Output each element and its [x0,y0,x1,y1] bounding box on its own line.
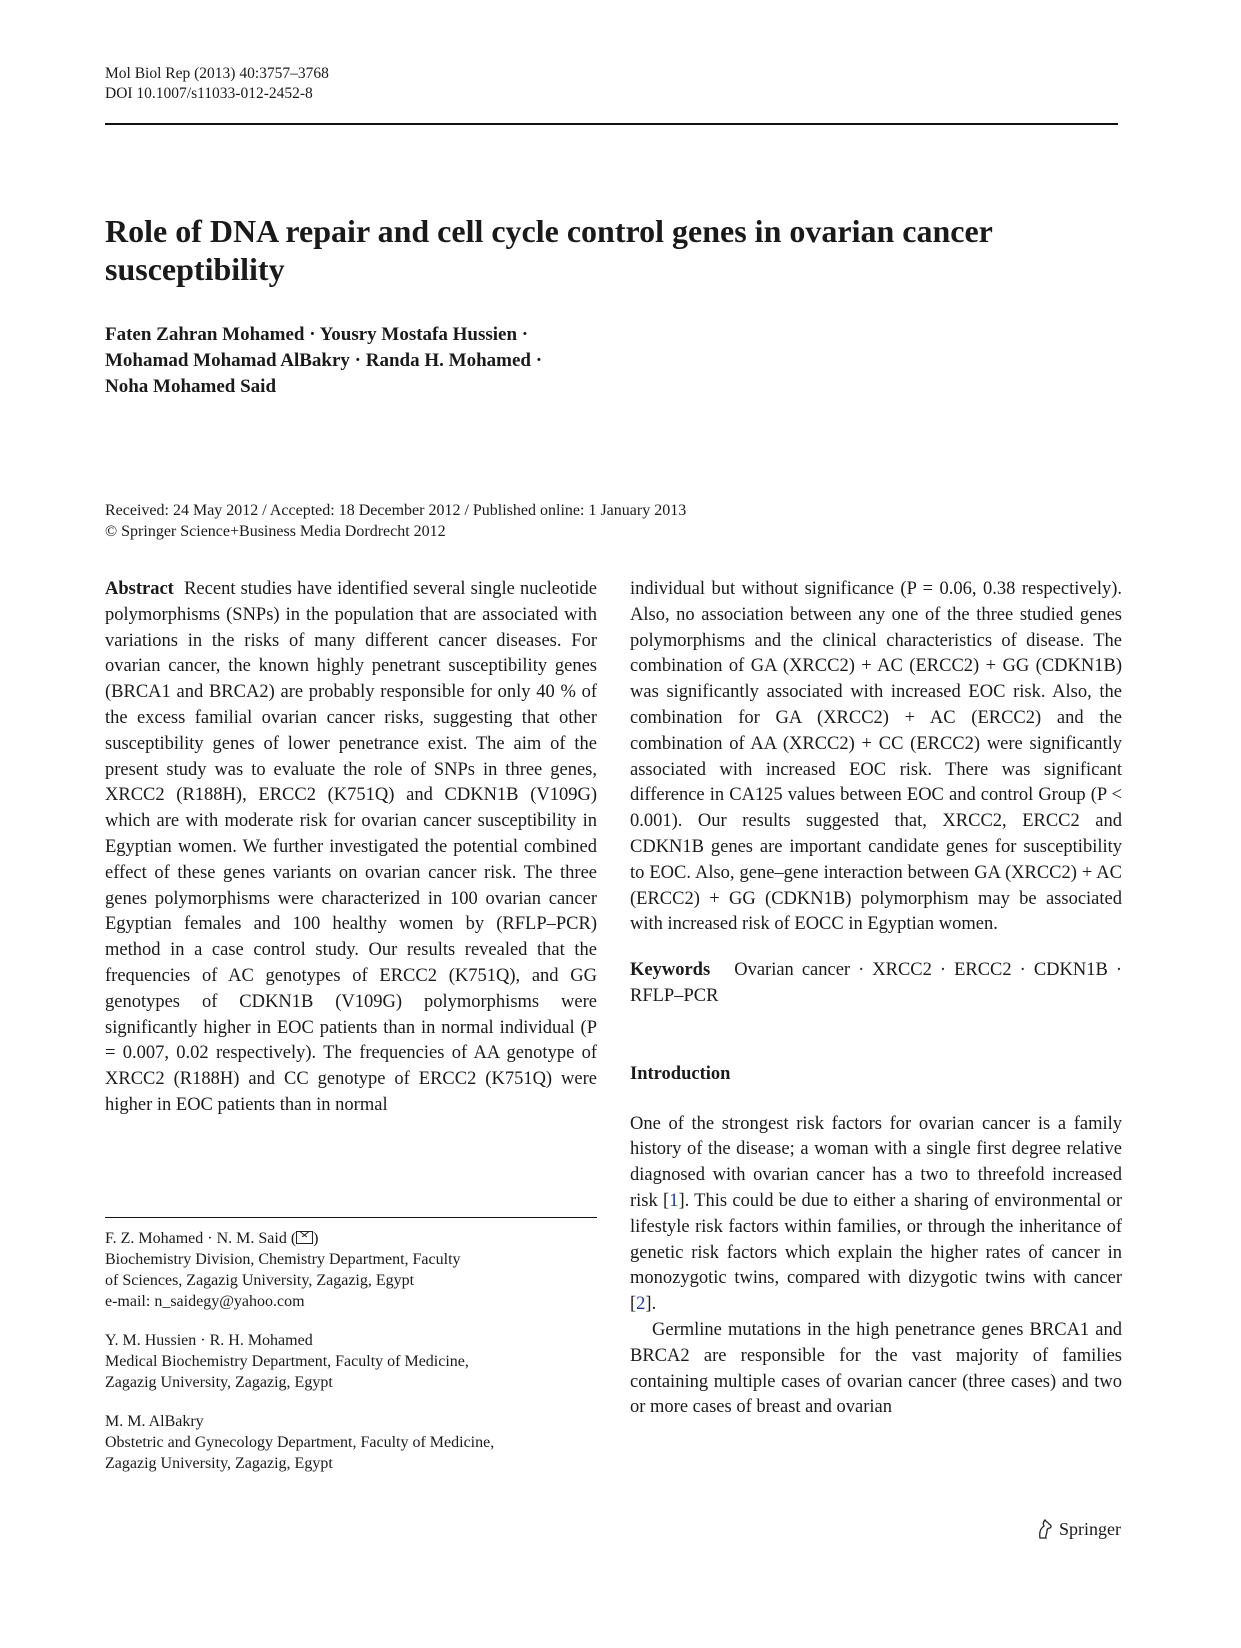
author-line: Faten Zahran Mohamed · Yousry Mostafa Hussien · [105,324,529,345]
affiliation-line: Obstetric and Gynecology Department, Faculty of Medicine, [105,1434,495,1451]
author-line: Mohamad Mohamad AlBakry · Randa H. Mohamed · [105,350,543,371]
abstract-text: Recent studies have identified several single nucleotide polymorphisms (SNPs) in the population that are associated with variations in the risks of many different cancer diseases. For ovarian cancer, the known highly penetrant susceptibility genes (BRCA1 and BRCA2) are probably responsible for only 40 % of the excess familial ovarian cancer risks, suggesting that other susceptibility genes of lower penetrance exist. The aim of the present study was to evaluate the role of SNPs in three genes, XRCC2 (R188H), ERCC2 (K751Q) and CDKN1B (V109G) which are with moderate risk for ovarian cancer susceptibility in Egyptian women. We further investigated the potential combined effect of these genes variants on ovarian cancer risk. The three genes polymorphisms were characterized in 100 ovarian cancer Egyptian females and 100 healthy women by (RFLP–PCR) method in a case control study. Our results revealed that the frequencies of AC genotypes of ERCC2 (K751Q), and GG genotypes of CDKN1B (V109G) polymorphisms were significantly higher in EOC patients than in normal individual (P = 0.007, 0.02 respectively). The frequencies of AA genotype of XRCC2 (R188H) and CC genotype of ERCC2 (K751Q) were higher in EOC patients than in normal [105,579,598,1115]
reference-link[interactable]: 1 [669,1190,679,1211]
affiliation-3 [105,1411,597,1474]
journal-header [105,64,329,104]
keywords-text: Ovarian cancer · XRCC2 · ERCC2 · CDKN1B · RFLP–PCR [630,960,1123,1006]
footnote-rule [105,1217,597,1218]
copyright-line: © Springer Science+Business Media Dordrecht 2012 [105,523,446,540]
envelope-icon [296,1231,313,1244]
author-list [105,322,542,400]
affiliation-line: of Sciences, Zagazig University, Zagazig, Egypt [105,1272,415,1289]
publisher-name: Springer [1059,1518,1121,1539]
doi[interactable]: DOI 10.1007/s11033-012-2452-8 [105,85,313,102]
intro-paragraph-1: One of the strongest risk factors for ovarian cancer is a family history of the disease; a woman with a single first degree relative diagnosed with ovarian cancer has a two to threefold increased risk [1]. This could be due to either a sharing of environmental or lifestyle risk factors within families, or through the inheritance of genetic risk factors which explain the higher rates of cancer in monozygotic twins, compared with dizygotic twins with cancer [2]. [630,1113,1122,1315]
paper-title: Role of DNA repair and cell cycle control genes in ovarian cancer susceptibility [105,213,993,287]
abstract-label: Abstract [105,579,174,599]
keywords-label: Keywords [630,960,711,981]
publisher-logo [1035,1518,1121,1540]
abstract-continued: individual but without significance (P = 0.06, 0.38 respectively). Also, no association between any one of the three studied genes polymorphisms and the clinical characteristics of disease. The combination of GA (XRCC2) + AC (ERCC2) + GG (CDKN1B) was significantly associated with increased EOC risk. Also, the combination for GA (XRCC2) + AC (ERCC2) and the combination of AA (XRCC2) + CC (ERCC2) were significantly associated with increased EOC risk. There was significant difference in CA125 values between EOC and control Group (P < 0.001). Our results suggested that, XRCC2, ERCC2 and CDKN1B genes are important candidate genes for susceptibility to EOC. Also, gene–gene interaction between GA (XRCC2) + AC (ERCC2) + GG (CDKN1B) polymorphism may be associated with increased risk of EOCC in Egyptian women. [630,579,1122,935]
affiliation-authors: Y. M. Hussien · R. H. Mohamed [105,1332,313,1349]
affiliation-line: Zagazig University, Zagazig, Egypt [105,1455,333,1472]
introduction-heading: Introduction [630,1063,731,1084]
affiliation-email[interactable]: e-mail: n_saidegy@yahoo.com [105,1293,305,1310]
affiliation-line: Zagazig University, Zagazig, Egypt [105,1374,333,1391]
journal-citation: Mol Biol Rep (2013) 40:3757–3768 [105,65,329,82]
affiliation-authors: F. Z. Mohamed · N. M. Said ( ) [105,1230,319,1247]
abstract-paragraph [105,577,597,1119]
publication-dates [105,500,686,542]
right-column [630,577,1122,1421]
affiliation-2 [105,1330,597,1393]
affiliation-authors: M. M. AlBakry [105,1413,204,1430]
affiliation-line: Biochemistry Division, Chemistry Department, Faculty [105,1251,461,1268]
author-line: Noha Mohamed Said [105,376,277,397]
keywords-paragraph [630,958,1122,1010]
left-column [105,577,597,1119]
header-rule [105,123,1118,125]
reference-link[interactable]: 2 [636,1294,646,1315]
affiliation-line: Medical Biochemistry Department, Faculty of Medicine, [105,1353,469,1370]
springer-horse-icon [1035,1518,1055,1540]
received-accepted-line: Received: 24 May 2012 / Accepted: 18 December 2012 / Published online: 1 January 2013 [105,502,687,519]
affiliation-1 [105,1228,597,1312]
intro-paragraph-2: Germline mutations in the high penetrance genes BRCA1 and BRCA2 are responsible for the vast majority of families containing multiple cases of ovarian cancer (three cases) and two or more cases of breast and ovarian [630,1319,1122,1418]
